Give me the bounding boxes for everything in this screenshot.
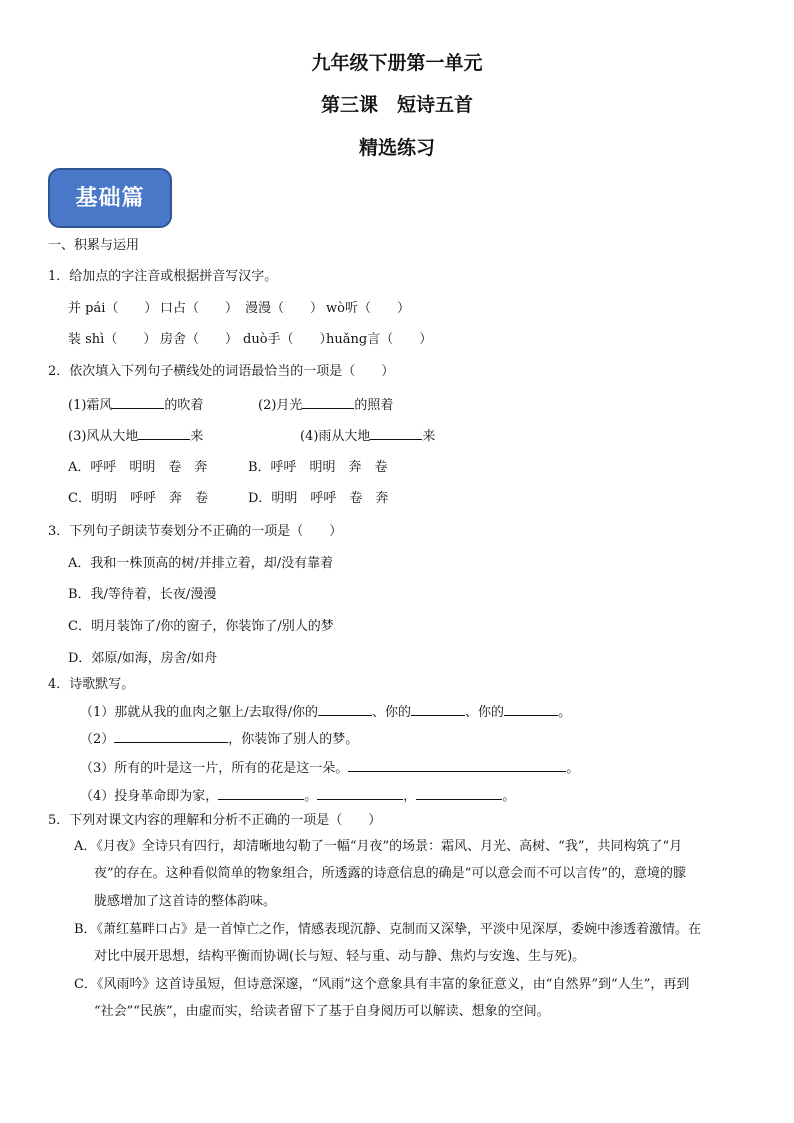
q2-sentence-4 — [300, 427, 435, 446]
text-fragment: （3）所有的叶是这一片，所有的花是这一朵。 — [80, 761, 349, 776]
text-fragment: 。 — [502, 789, 516, 804]
text-fragment: 来 — [422, 429, 436, 444]
q1-stem: 1．给加点的字注音或根据拼音写汉字。 — [48, 269, 278, 284]
q1-item: 并 pái（ ） — [68, 301, 158, 316]
text-fragment: (1)霜风 — [68, 398, 113, 413]
blank-line — [504, 703, 558, 716]
basic-section-badge: 基础篇 — [48, 168, 172, 228]
q5-stem: 5．下列对课文内容的理解和分析不正确的一项是（ ） — [48, 813, 382, 828]
q1-item: 房舍（ ） — [160, 332, 239, 347]
text-fragment: 、你的 — [465, 705, 505, 720]
q4-line-4 — [80, 787, 515, 806]
text-fragment: （1）那就从我的血肉之躯上/去取得/你的 — [80, 705, 319, 720]
q2-sentence-3 — [68, 427, 203, 446]
text-fragment: 。 — [304, 789, 318, 804]
text-fragment: 。 — [558, 705, 572, 720]
blank-line — [416, 787, 502, 800]
section-heading: 一、积累与运用 — [48, 238, 140, 253]
document-title: 九年级下册第一单元 — [311, 52, 483, 74]
text-fragment: (4)雨从大地 — [300, 429, 371, 444]
q2-sentence-1 — [68, 396, 203, 415]
text-fragment: （4）投身革命即为家， — [80, 789, 219, 804]
q4-line-3 — [80, 759, 579, 778]
blank-line — [318, 703, 372, 716]
text-fragment: 来 — [190, 429, 204, 444]
text-fragment: (2)月光 — [258, 398, 303, 413]
q3-option-c: C．明月装饰了/你的窗子，你装饰了/别人的梦 — [68, 619, 334, 634]
q5-option-b-line2: 对比中展开思想，结构平衡而协调(长与短、轻与重、动与静、焦灼与安逸、生与死)。 — [94, 949, 586, 964]
q2-sentence-2 — [258, 396, 393, 415]
blank-line — [112, 396, 164, 409]
q2-option-b: B．呼呼 明明 奔 卷 — [248, 460, 388, 475]
blank-line — [138, 427, 190, 440]
blank-line — [317, 787, 403, 800]
q2-option-a: A．呼呼 明明 卷 奔 — [68, 460, 208, 475]
q5-option-b-line1: B．《萧红墓畔口占》是一首悼亡之作，情感表现沉静、克制而又深挚，平淡中见深厚，委婉中渗透着激情。在 — [74, 922, 702, 937]
q1-item: wò听（ ） — [326, 301, 410, 316]
blank-line — [218, 787, 304, 800]
q4-stem: 4．诗歌默写。 — [48, 677, 135, 692]
text-fragment: ，你装饰了别人的梦。 — [228, 732, 359, 747]
q5-option-c-line2: “社会”“民族”，由虚而实，给读者留下了基于自身阅历可以解读、想象的空间。 — [94, 1004, 550, 1019]
blank-line — [411, 703, 465, 716]
q2-stem: 2．依次填入下列句子横线处的词语最恰当的一项是（ ） — [48, 364, 395, 379]
blank-line — [302, 396, 354, 409]
q5-option-a-line3: 胧感增加了这首诗的整体韵味。 — [94, 894, 277, 909]
q3-stem: 3．下列句子朗读节奏划分不正确的一项是（ ） — [48, 524, 343, 539]
text-fragment: 的照着 — [354, 398, 394, 413]
practice-title: 精选练习 — [358, 137, 435, 159]
q3-option-a: A．我和一株顶高的树/并排立着，却/没有靠着 — [68, 556, 334, 571]
text-fragment: 、你的 — [372, 705, 412, 720]
text-fragment: 的吹着 — [164, 398, 204, 413]
q1-item: 装 shì（ ） — [68, 332, 157, 347]
q1-item: 口占（ ） — [160, 301, 239, 316]
q4-line-1 — [80, 703, 571, 722]
q1-item: huǎng言（ ） — [326, 332, 433, 347]
q5-option-c-line1: C．《风雨吟》这首诗虽短，但诗意深邃，“风雨”这个意象具有丰富的象征意义，由“自然界”到“人生”，再到 — [74, 977, 690, 992]
text-fragment: 。 — [566, 761, 580, 776]
q3-option-d: D．郊原/如海，房舍/如舟 — [68, 651, 218, 666]
q2-option-d: D．明明 呼呼 卷 奔 — [248, 491, 389, 506]
q5-option-a-line2: 夜”的存在。这种看似简单的物象组合，所透露的诗意信息的确是“可以意会而不可以言传”的，意境的朦 — [94, 866, 686, 881]
blank-line — [370, 427, 422, 440]
text-fragment: (3)风从大地 — [68, 429, 139, 444]
text-fragment: （2） — [80, 732, 115, 747]
q1-item: duò手（ ） — [243, 332, 333, 347]
q2-option-c: C．明明 呼呼 奔 卷 — [68, 491, 208, 506]
blank-line — [348, 759, 566, 772]
q5-option-a-line1: A．《月夜》全诗只有四行，却清晰地勾勒了一幅“月夜”的场景：霜风、月光、高树、“我”，共同构筑了“月 — [74, 839, 683, 854]
q3-option-b: B．我/等待着，长夜/漫漫 — [68, 587, 217, 602]
lesson-title: 第三课 短诗五首 — [320, 94, 473, 116]
blank-line — [114, 730, 228, 743]
q4-line-2 — [80, 730, 358, 749]
text-fragment: ， — [403, 789, 417, 804]
q1-item: 漫漫（ ） — [245, 301, 324, 316]
